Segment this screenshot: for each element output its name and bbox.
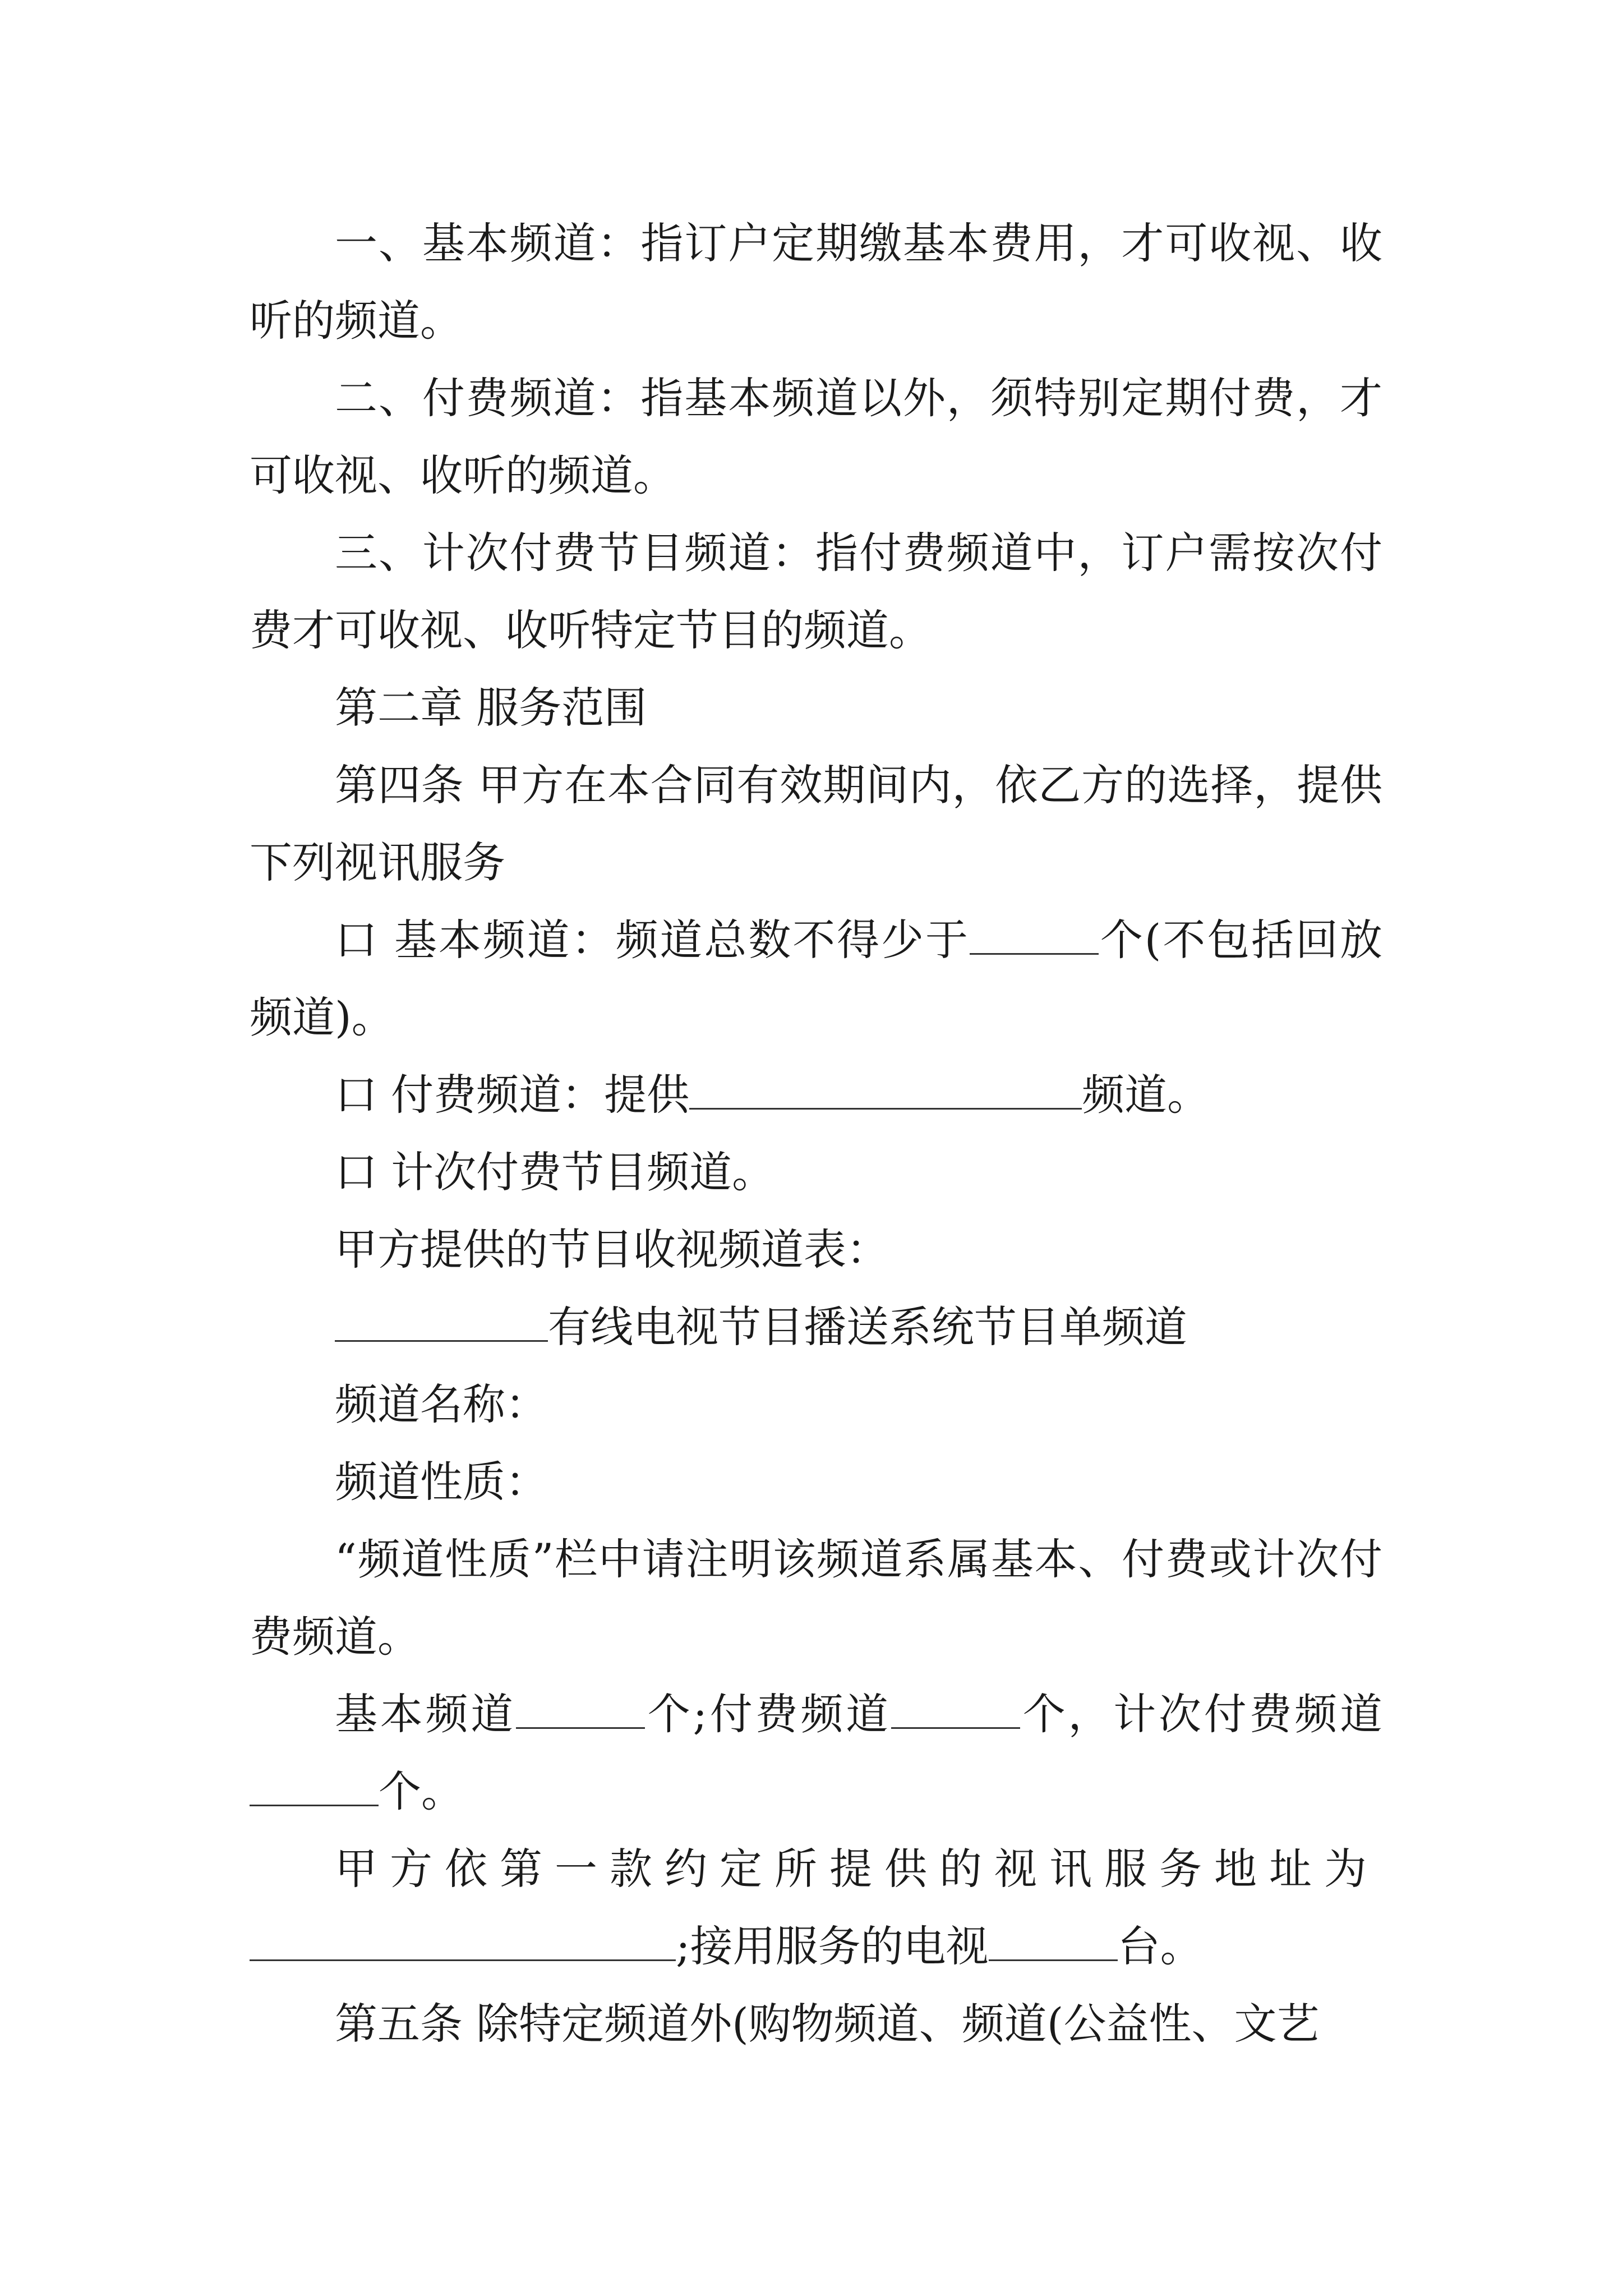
option-paid-channel-text: 口 付费频道：提供	[335, 1070, 690, 1120]
fill-blank[interactable]	[689, 1069, 1082, 1110]
channel-count-ppv: 个，计次付费频道	[1020, 1689, 1383, 1739]
channel-name-label: 频道名称：	[335, 1379, 548, 1429]
channel-count-suffix: 个。	[379, 1766, 464, 1816]
channel-count-paid: 个;付费频道	[645, 1689, 891, 1739]
channel-table-intro: 甲方提供的节目收视频道表：	[335, 1225, 889, 1274]
service-address-text: 甲方依第一款约定所提供的视讯服务地址为	[335, 1844, 1379, 1894]
fill-blank[interactable]	[891, 1688, 1020, 1729]
option-basic-channel	[250, 901, 1382, 1056]
channel-count-line	[250, 1676, 1382, 1830]
option-pay-per-view: 口 计次付费节目频道。	[335, 1147, 775, 1197]
channel-type-note: “频道性质”栏中请注明该频道系属基本、付费或计次付费频道。	[250, 1534, 1382, 1662]
paragraph-paid-channel: 二、付费频道：指基本频道以外，须特别定期付费，才可收视、收听的频道。	[250, 373, 1382, 500]
fill-blank[interactable]	[250, 1920, 676, 1961]
option-paid-channel-suffix: 频道。	[1082, 1070, 1210, 1120]
paragraph-pay-per-view-channel: 三、计次付费节目频道：指付费频道中，订户需按次付费才可收视、收听特定节目的频道。	[250, 528, 1382, 655]
channel-count-basic: 基本频道	[335, 1689, 517, 1739]
fill-blank[interactable]	[989, 1920, 1118, 1961]
option-paid-channel	[250, 1056, 1382, 1134]
tv-count-text: ;接用服务的电视	[676, 1921, 989, 1971]
channel-type-label: 频道性质：	[335, 1457, 548, 1507]
service-address-line	[250, 1830, 1382, 1908]
chapter-heading: 第二章 服务范围	[335, 683, 647, 733]
option-basic-channel-text: 口 基本频道：频道总数不得少于	[335, 915, 970, 965]
paragraph-basic-channel: 一、基本频道：指订户定期缴基本费用，才可收视、收听的频道。	[250, 218, 1382, 346]
article-five: 第五条 除特定频道外(购物频道、频道(公益性、文艺	[335, 1999, 1320, 2049]
tv-count-suffix: 台。	[1117, 1921, 1203, 1971]
channel-list-title	[250, 1289, 1382, 1366]
option-basic-channel-suffix: 个(不包括回放频道)。	[250, 915, 1382, 1042]
document-body	[250, 205, 1382, 2063]
fill-blank[interactable]	[970, 914, 1099, 955]
fill-blank[interactable]	[335, 1301, 548, 1342]
channel-list-title-text: 有线电视节目播送系统节目单频道	[548, 1302, 1187, 1352]
article-four: 第四条 甲方在本合同有效期间内，依乙方的选择，提供下列视讯服务	[250, 760, 1382, 887]
fill-blank[interactable]	[250, 1765, 379, 1806]
fill-blank[interactable]	[516, 1688, 645, 1729]
service-address-continued	[250, 1908, 1382, 1985]
